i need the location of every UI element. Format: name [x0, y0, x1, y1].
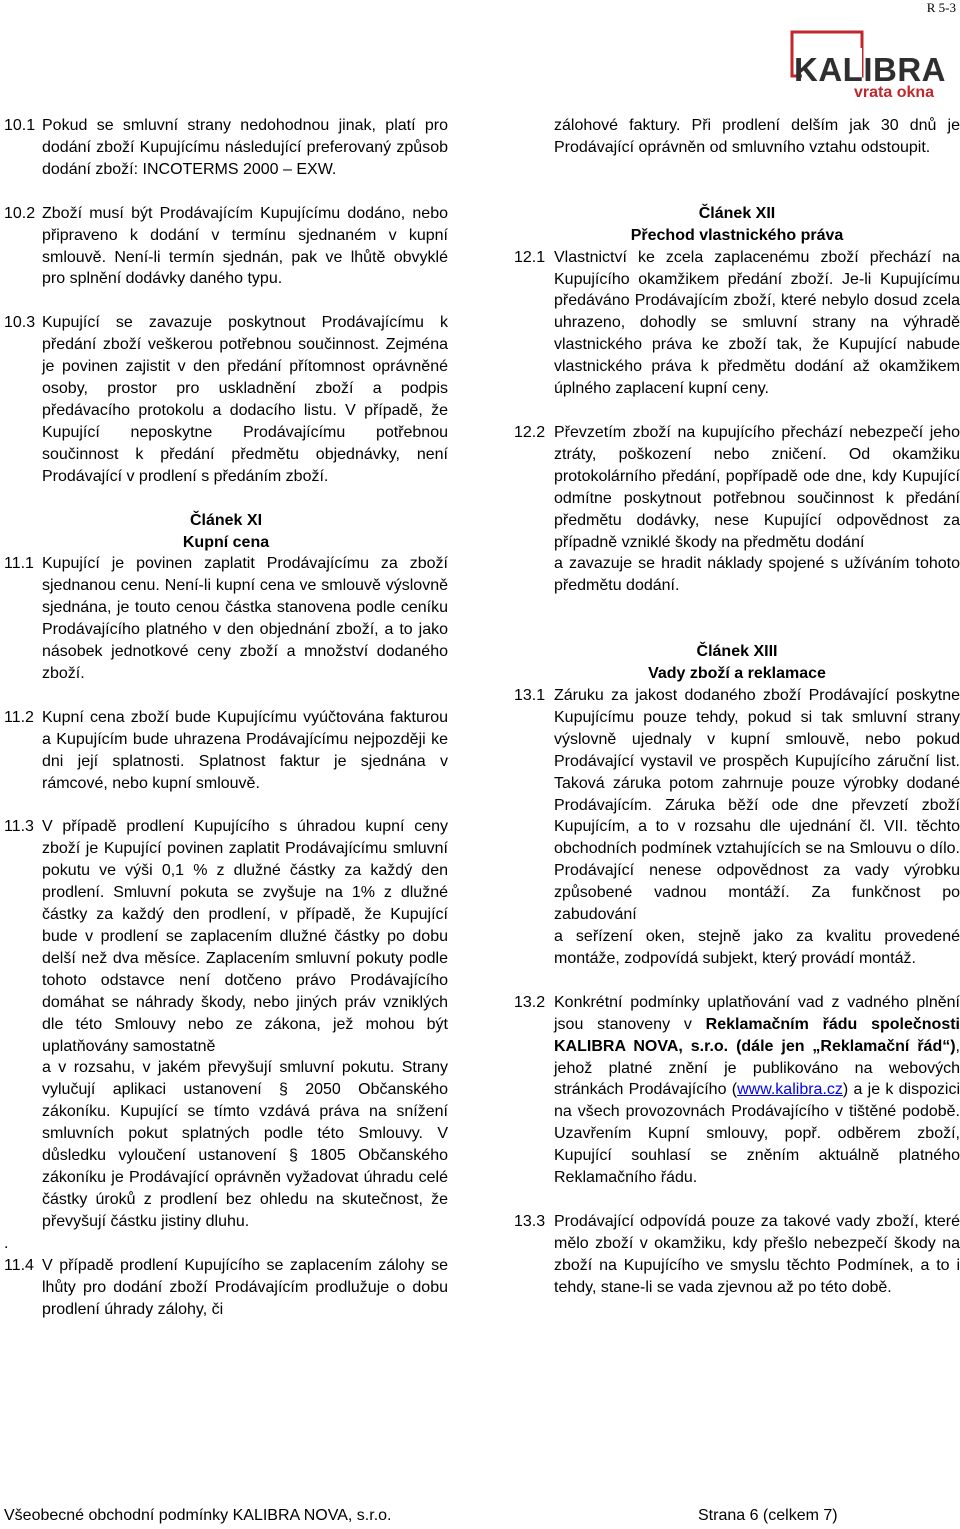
continued-text: zálohové faktury. Při prodlení delším jak 30 dnů je Prodávající oprávněn od smluvního vztahu odstoupit.: [554, 117, 960, 156]
article-12-title: Článek XII: [698, 204, 776, 222]
article-13-title: Článek XIII: [696, 643, 778, 661]
section-11-2: [4, 707, 448, 795]
section-number: 11.1: [4, 555, 34, 573]
article-11-subtitle: Kupní cena: [182, 533, 270, 551]
section-text-part: V případě prodlení Kupujícího s úhradou kupní ceny zboží je Kupující povinen zaplatit Prodávajícímu smluvní pokutu ve výši 0,1 % z dlužné částky za každý den prodlení. Smluvní pokuta se zvyšuje na 1% z dlužné částky za každý den prodlení, v případě, že Kupující bude v prodlení se zaplacením dlužné částky po dobu delší než dva měsíce. Zaplacením smluvní pokuty podle tohoto odstavce není dotčeno právo Prodávajícího domáhat se náhrady škody, nebo jiných práv vzniklých dle této Smlouvy nebo ze zákona, jež mohou být uplatňovány samostatně: [42, 818, 448, 1055]
right-column: [514, 115, 960, 1299]
section-text: V případě prodlení Kupujícího se zaplacením zálohy se lhůty pro dodání zboží Prodávajícím prodlužuje o dobu prodlení úhrady zálohy, či: [42, 1256, 448, 1318]
section-number: 11.3: [4, 818, 34, 836]
section-text: Pokud se smluvní strany nedohodnou jinak, platí pro dodání zboží Kupujícímu následující preferovaný způsob dodání zboží: INCOTERMS 2000 – EXW.: [42, 117, 448, 178]
section-number: 11.4: [4, 1256, 34, 1274]
section-11-3: [4, 816, 448, 1232]
section-number: 10.2: [4, 204, 36, 222]
section-text: Kupní cena zboží bude Kupujícímu vyúčtována fakturou a Kupujícím bude uhrazena Prodávajícímu nejpozději ke dni její splatnosti. Splatnost faktur je sjednána v rámcové, nebo kupní smlouvě.: [42, 708, 448, 792]
section-number: 13.3: [514, 1212, 546, 1230]
section-10-1: [4, 115, 448, 181]
page-reference: R 5-3: [926, 0, 956, 15]
stray-dot: .: [4, 1234, 9, 1252]
section-text-part: ) a je k dispozici na všech provozovnách Prodávajícího v tištěné podobě. Uzavřením Kupní smlouvy, popř. odběrem zboží, Kupující souhlasí se zněním aktuálně platného Reklamačního řádu.: [554, 1081, 960, 1187]
section-text: [554, 685, 960, 970]
section-13-1: [514, 685, 960, 970]
section-number: 13.1: [514, 687, 546, 705]
section-text-part: Záruku za jakost dodaného zboží Prodávající poskytne Kupujícímu pouze tehdy, pokud si tak smluvní strany výslovně ujednaly v kupní smlouvě, nebo pokud Prodávající vystavil ve prospěch Kupujícího záruční list. Taková záruka potom zahrnuje pouze výrobky dodané Prodávajícím. Záruka běží ode dne převzetí zboží Kupujícím, a to v rozsahu dle ujednání čl. VII. těchto obchodních podmínek vztahujících se na Smlouvu o dílo. Prodávající nenese odpovědnost za vady výrobku způsobené vadnou montáží. Za funkčnost po zabudování: [554, 687, 960, 924]
left-column: [4, 115, 448, 1320]
section-text: Prodávající odpovídá pouze za takové vady zboží, které mělo zboží v okamžiku, kdy přešlo nebezpečí škody na zboží na Kupujícího ve smyslu těchto Podmínek, a to i tehdy, stane-li se vada zjevnou až po této době.: [554, 1212, 960, 1296]
logo-brand: KALIBRA: [794, 51, 946, 88]
section-12-1: [514, 247, 960, 400]
section-11-1: [4, 553, 448, 684]
section-text-part: Konkrétní podmínky uplatňování vad z vadného plnění jsou stanoveny v: [554, 993, 960, 1033]
section-text: Kupující se zavazuje poskytnout Prodávajícímu k předání zboží veškerou potřebnou součinnost. Zejména je povinen zajistit v den předání přítomnost oprávněné osoby, prostor pro uskladnění zboží a podpis předávacího protokolu a dodacího listu. V případě, že Kupující neposkytne Prodávajícímu potřebnou součinnost k předání předmětu objednávky, není Prodávající v prodlení s předáním zboží.: [42, 314, 448, 485]
section-text-part: , jehož platné znění je publikováno na webových stránkách Prodávajícího (: [554, 1037, 960, 1099]
section-number: 12.2: [514, 423, 546, 441]
section-10-2: [4, 203, 448, 291]
section-text-part: a zavazuje se hradit náklady spojené s užíváním tohoto předmětu dodání.: [554, 555, 960, 595]
logo-tagline: vrata okna: [854, 84, 935, 101]
section-number: 10.3: [4, 314, 36, 332]
section-text: Zboží musí být Prodávajícím Kupujícímu dodáno, nebo připraveno k dodání v termínu sjednaném v kupní smlouvě. Není-li termín sjednán, pak ve lhůtě obvyklé pro splnění dodávky daného typu.: [42, 204, 448, 288]
section-text-part: Převzetím zboží na kupujícího přechází nebezpečí jeho ztráty, poškození nebo zničení. Od okamžiku protokolárního předání, popřípadě ode dne, kdy Kupující odmítne poskytnout potřebnou součinnost k předání předmětu dodávky, nese Kupující odpovědnost za případně vzniklé škody na předmětu dodání: [554, 423, 960, 551]
section-text: Vlastnictví ke zcela zaplacenému zboží přechází na Kupujícího okamžikem předání zboží. Je-li Kupujícímu předáváno Prodávajícím zboží, které nebylo dosud zcela uhrazeno, dohodly se smluvní strany na výhradě vlastnického práva ke zboží tak, že Kupující nabude vlastnického práva k předmětu dodání až okamžikem úplného zaplacení kupní ceny.: [554, 248, 960, 398]
section-12-2: [514, 422, 960, 597]
kalibra-website-link[interactable]: www.kalibra.cz: [737, 1081, 843, 1099]
section-text-part: a seřízení oken, stejně jako za kvalitu provedené montáže, zodpovídá subjekt, který provádí montáž.: [554, 928, 960, 967]
article-11-title: Článek XI: [189, 511, 263, 529]
section-number: 11.2: [4, 708, 34, 726]
section-13-2: [514, 992, 960, 1189]
article-12-subtitle: Přechod vlastnického práva: [630, 226, 844, 244]
page-footer: [4, 1505, 874, 1527]
section-text-part: a v rozsahu, v jakém převyšují smluvní pokutu. Strany vylučují aplikaci ustanovení § 2050 Občanského zákoníku. Kupující se tímto vzdává práva na snížení smluvních pokut splatných podle této Smlouvy. V důsledku vyloučení ustanovení § 1805 Občanského zákoníku je Prodávající oprávněn vyžadovat úhradu celé částky úroků z prodlení bez ohledu na skutečnost, že převyšují částku jistiny dluhu.: [42, 1059, 448, 1230]
section-number: 10.1: [4, 117, 36, 134]
section-number: 13.2: [514, 993, 546, 1011]
section-11-4: [4, 1255, 448, 1321]
section-text: [554, 422, 960, 597]
footer-page-number: Strana 6 (celkem 7): [698, 1507, 838, 1524]
section-text: Kupující je povinen zaplatit Prodávajícímu za zboží sjednanou cenu. Není-li kupní cena ve smlouvě výslovně sjednána, je touto cenou částka stanovena podle ceníku Prodávajícího platného v den objednání zboží, a to jako násobek jednotkové ceny zboží a množství dodaného zboží.: [42, 555, 448, 682]
section-text: [42, 816, 448, 1232]
reklamacni-rad-reference: Reklamačním řádu společnosti KALIBRA NOVA, s.r.o. (dále jen „Reklamační řád“): [554, 1015, 960, 1055]
footer-title: Všeobecné obchodní podmínky KALIBRA NOVA, s.r.o.: [4, 1507, 392, 1524]
section-text: [554, 992, 960, 1189]
kalibra-logo: [790, 30, 950, 100]
article-13-subtitle: Vady zboží a reklamace: [648, 665, 826, 683]
section-13-3: [514, 1211, 960, 1299]
section-number: 12.1: [514, 248, 546, 266]
section-10-3: [4, 312, 448, 487]
